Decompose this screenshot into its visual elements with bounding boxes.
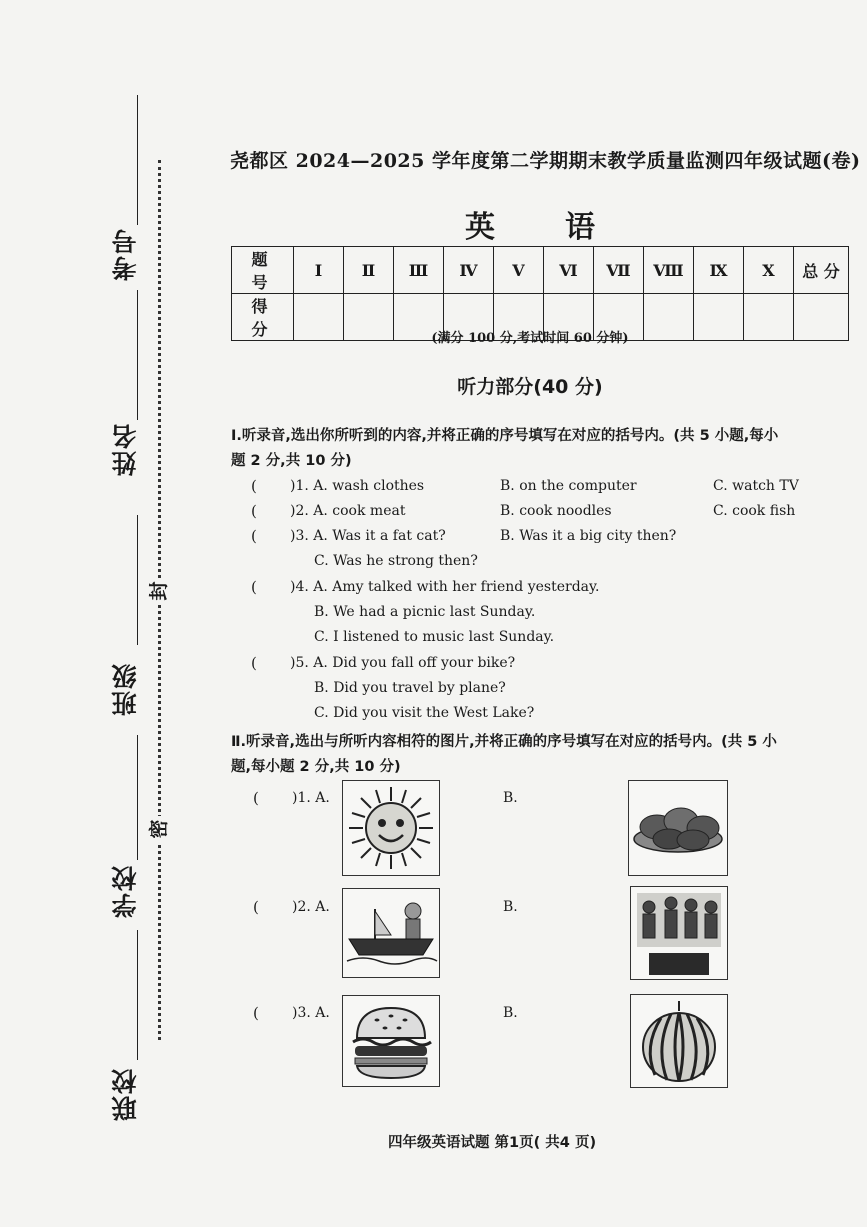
score-col-3: Ⅲ [394,247,444,294]
answer-paren[interactable]: ( [251,477,257,495]
listening-section-heading: 听力部分(40 分) [457,376,603,398]
union-school-label: 联校 [111,1067,140,1121]
p1-q2-c: C. cook fish [713,503,796,519]
seal-char-mi: 密 [146,816,172,842]
p2-q1-b: B. [503,790,518,806]
p1-q4-c: C. I listened to music last Sunday. [314,629,555,645]
score-row-label: 题 号 [232,247,294,294]
p1-q5-b: B. Did you travel by plane? [314,680,506,696]
score-col-8: Ⅷ [644,247,694,294]
part2-instruction-line1: Ⅱ.听录音,选出与所听内容相符的图片,并将正确的序号填写在对应的括号内。(共 5 小 [231,734,777,750]
answer-paren[interactable]: ( [253,898,259,916]
score-col-1: I [294,247,344,294]
part2-instruction-line2: 题,每小题 2 分,共 10 分) [231,759,401,775]
p1-q2-a: )2. A. cook meat [290,503,406,519]
page-footer: 四年级英语试题 第1页( 共4 页) [388,1135,597,1151]
p2-q2-a: )2. A. [292,899,330,915]
score-col-10: X [744,247,794,294]
hamburger-icon [343,996,439,1086]
p2-q1-a: )1. A. [292,790,330,806]
answer-paren[interactable]: ( [251,578,257,596]
p1-q4-b: B. We had a picnic last Sunday. [314,604,536,620]
p1-q5-a: )5. A. Did you fall off your bike? [290,655,516,671]
p2-q3-b: B. [503,1005,518,1021]
p1-q2-b: B. cook noodles [500,503,612,519]
picture-sun [342,780,440,876]
score-col-total: 总 分 [794,247,849,294]
part1-instruction-line1: I.听录音,选出你所听到的内容,并将正确的序号填写在对应的括号内。(共 5 小题,每小 [231,428,779,444]
picture-people [630,886,728,980]
p1-q3-a: )3. A. Was it a fat cat? [290,528,446,544]
seal-char-feng: 封 [146,578,172,604]
answer-paren[interactable]: ( [253,1004,259,1022]
p1-q3-b: B. Was it a big city then? [500,528,677,544]
score-col-7: Ⅶ [594,247,644,294]
picture-dumplings [628,780,728,876]
p1-q4-a: )4. A. Amy talked with her friend yesterday. [290,579,600,595]
name-label: 姓名 [111,422,140,476]
exam-number-label: 考号 [111,227,140,281]
part2-instruction [231,730,856,780]
people-icon [631,887,727,979]
class-label: 班级 [111,662,140,716]
score-col-9: Ⅸ [694,247,744,294]
score-row-label: 得 分 [232,294,294,341]
picture-hamburger [342,995,440,1087]
part1-instruction [231,424,856,474]
answer-paren[interactable]: ( [251,654,257,672]
watermelon-icon [631,995,727,1087]
sun-icon [343,781,439,875]
boat-icon [343,889,439,977]
answer-paren[interactable]: ( [251,527,257,545]
answer-paren[interactable]: ( [251,502,257,520]
exam-note: (满分 100 分,考试时间 60 分钟) [431,331,629,346]
exam-title: 尧都区 2024—2025 学年度第二学期期末教学质量监测四年级试题(卷) [230,150,861,172]
answer-paren[interactable]: ( [253,789,259,807]
p1-q1-a: )1. A. wash clothes [290,478,425,494]
score-table-header-row [232,247,849,294]
p1-q1-c: C. watch TV [713,478,799,494]
p1-q1-b: B. on the computer [500,478,637,494]
picture-watermelon [630,994,728,1088]
score-col-6: Ⅵ [544,247,594,294]
part1-instruction-line2: 题 2 分,共 10 分) [231,453,352,469]
score-col-2: Ⅱ [344,247,394,294]
p1-q5-c: C. Did you visit the West Lake? [314,705,535,721]
school-label: 学校 [111,864,140,918]
p2-q3-a: )3. A. [292,1005,330,1021]
subject-title: 英语 [465,210,665,245]
p2-q2-b: B. [503,899,518,915]
score-col-4: Ⅳ [444,247,494,294]
score-col-5: V [494,247,544,294]
picture-boat [342,888,440,978]
dumplings-icon [629,781,727,875]
p1-q3-c: C. Was he strong then? [314,553,478,569]
